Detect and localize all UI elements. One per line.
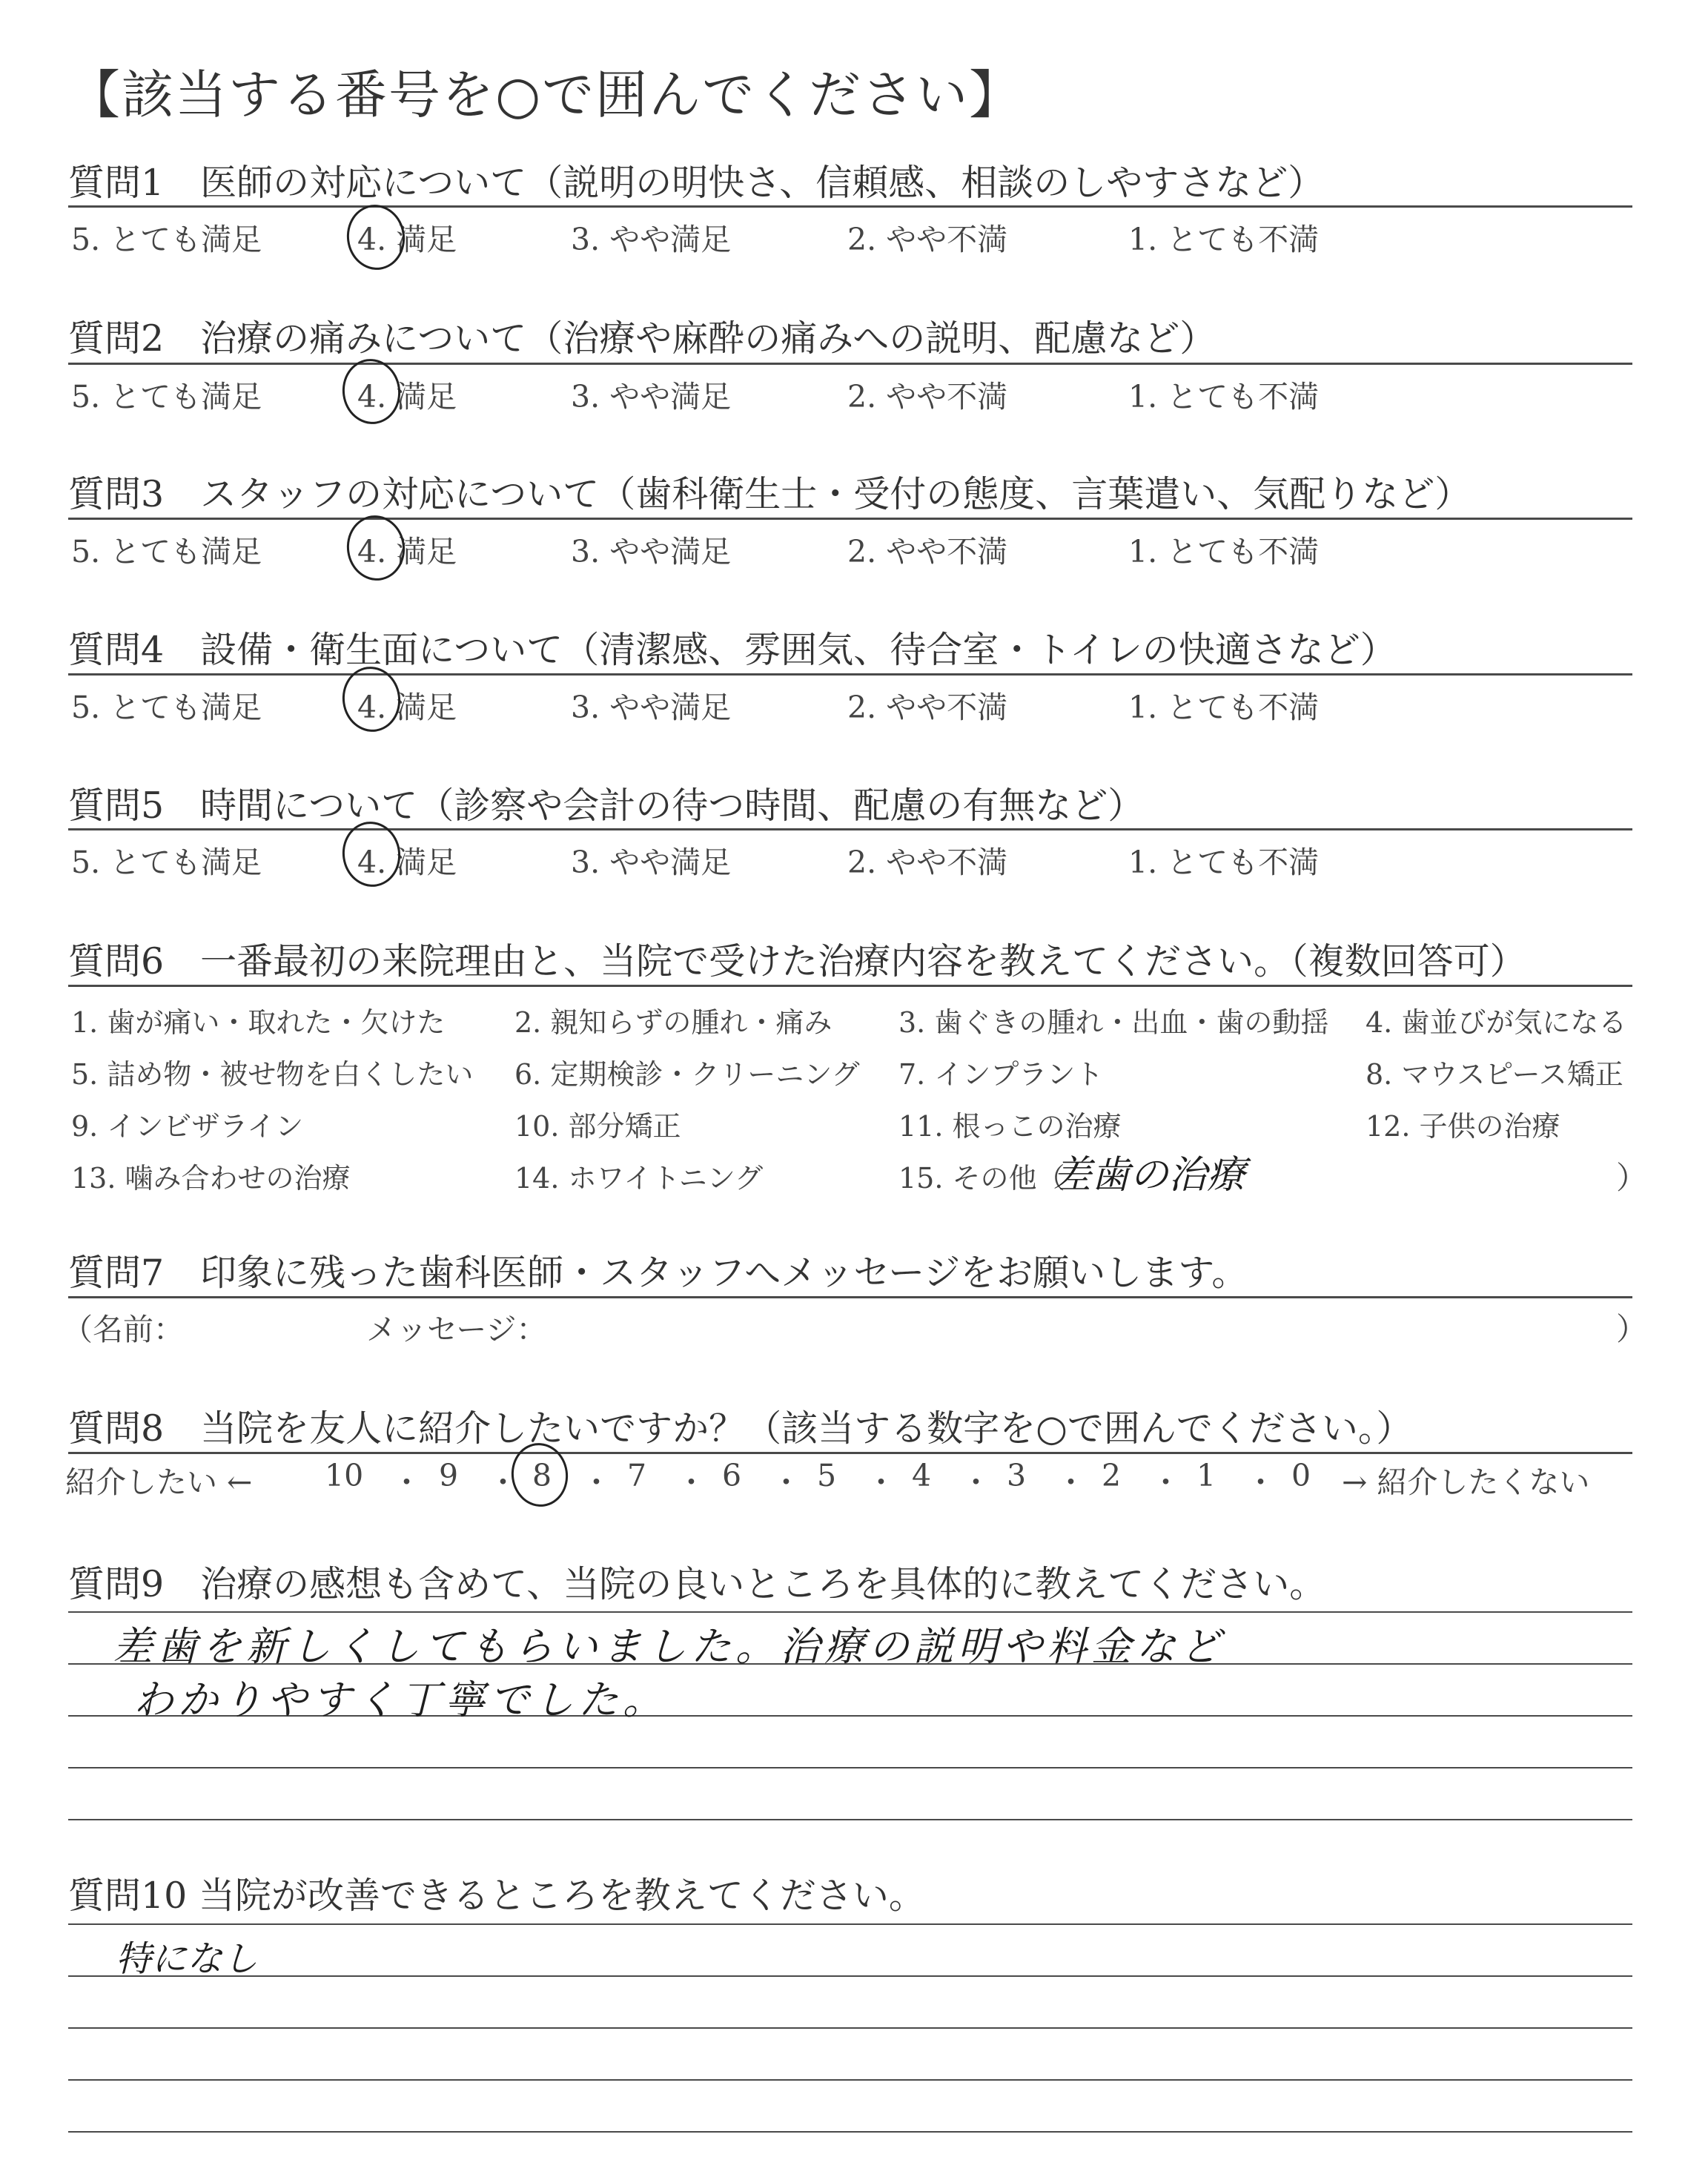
q6-option-10[interactable]: 10. 部分矯正 xyxy=(514,1110,681,1143)
question-8-title: 質問8 当院を友人に紹介したいですか？（該当する数字を○で囲んでください。） xyxy=(68,1407,1413,1450)
rating-option-3[interactable]: 3. やや満足 xyxy=(571,845,732,880)
question-5-title: 質問5 時間について（診察や会計の待つ時間、配慮の有無など） xyxy=(68,785,1145,827)
q6-option-3[interactable]: 3. 歯ぐきの腫れ・出血・歯の動揺 xyxy=(898,1006,1329,1039)
question-3-title: 質問3 スタッフの対応について（歯科衛生士・受付の態度、言葉遣い、気配りなど） xyxy=(68,473,1472,515)
question-9-title: 質問9 治療の感想も含めて、当院の良いところを具体的に教えてください。 xyxy=(68,1563,1326,1605)
q6-option-4[interactable]: 4. 歯並びが気になる xyxy=(1366,1006,1627,1039)
rating-option-4[interactable]: 4. 満足 xyxy=(357,379,457,415)
scale-separator: ・ xyxy=(676,1464,706,1500)
question-7-title: 質問7 印象に残った歯科医師・スタッフへメッセージをお願いします。 xyxy=(68,1252,1248,1294)
rating-option-2[interactable]: 2. やや不満 xyxy=(847,222,1008,257)
question-5-rule xyxy=(68,828,1632,830)
q6-other-handwritten-answer[interactable]: 差歯の治療 xyxy=(1053,1153,1246,1198)
question-3-rule xyxy=(68,518,1632,520)
question-2-title: 質問2 治療の痛みについて（治療や麻酔の痛みへの説明、配慮など） xyxy=(68,317,1217,360)
rating-option-1[interactable]: 1. とても不満 xyxy=(1128,534,1320,569)
rating-option-4[interactable]: 4. 満足 xyxy=(357,690,457,725)
scale-separator: ・ xyxy=(581,1464,612,1500)
scale-value-2[interactable]: 2 xyxy=(1102,1458,1122,1493)
scale-left-label: 紹介したい ← xyxy=(65,1464,253,1500)
answer-line xyxy=(68,2027,1632,2029)
scale-value-0[interactable]: 0 xyxy=(1291,1458,1311,1493)
scale-value-5[interactable]: 5 xyxy=(817,1458,837,1493)
question-1-rating-row xyxy=(0,215,1708,260)
question-4-rule xyxy=(68,673,1632,676)
question-10-title: 質問10 当院が改善できるところを教えてください。 xyxy=(68,1875,925,1917)
q6-option-8[interactable]: 8. マウスピース矯正 xyxy=(1366,1058,1623,1091)
rating-option-3[interactable]: 3. やや満足 xyxy=(571,222,732,257)
rating-option-5[interactable]: 5. とても満足 xyxy=(71,690,262,725)
rating-option-1[interactable]: 1. とても不満 xyxy=(1128,690,1320,725)
q6-option-11[interactable]: 11. 根っこの治療 xyxy=(898,1110,1122,1143)
question-2-rule xyxy=(68,363,1632,365)
q6-other-close-paren: ） xyxy=(1616,1160,1648,1196)
rating-option-3[interactable]: 3. やや満足 xyxy=(571,534,732,569)
answer-line xyxy=(68,1923,1632,1925)
q10-handwritten-answer[interactable]: 特になし xyxy=(116,1938,259,1980)
scale-value-6[interactable]: 6 xyxy=(722,1458,742,1493)
scale-separator: ・ xyxy=(1151,1464,1181,1500)
q6-option-13[interactable]: 13. 噛み合わせの治療 xyxy=(71,1162,351,1195)
scale-value-4[interactable]: 4 xyxy=(912,1458,932,1493)
q6-option-6[interactable]: 6. 定期検診・クリーニング xyxy=(514,1058,860,1091)
rating-option-5[interactable]: 5. とても満足 xyxy=(71,379,262,415)
question-5-rating-row xyxy=(0,838,1708,882)
answer-line xyxy=(68,2079,1632,2081)
question-3-rating-row xyxy=(0,527,1708,572)
answer-line xyxy=(68,1767,1632,1768)
question-1-rule xyxy=(68,205,1632,208)
rating-option-2[interactable]: 2. やや不満 xyxy=(847,534,1008,569)
scale-separator: ・ xyxy=(961,1464,991,1500)
scale-value-7[interactable]: 7 xyxy=(627,1458,647,1493)
q9-handwritten-answer-line-2[interactable]: わかりやすく丁寧でした。 xyxy=(133,1677,667,1723)
question-2-rating-row xyxy=(0,372,1708,417)
answer-line xyxy=(68,2131,1632,2133)
name-field-label[interactable]: （名前： xyxy=(62,1312,184,1347)
q6-option-14[interactable]: 14. ホワイトニング xyxy=(514,1162,764,1195)
scale-separator: ・ xyxy=(488,1464,518,1500)
rating-option-2[interactable]: 2. やや不満 xyxy=(847,690,1008,725)
question-1-title: 質問1 医師の対応について（説明の明快さ、信頼感、相談のしやすさなど） xyxy=(68,162,1325,204)
scale-right-label: → 紹介したくない xyxy=(1342,1464,1590,1500)
q6-option-1[interactable]: 1. 歯が痛い・取れた・欠けた xyxy=(71,1006,446,1039)
selected-answer-circle xyxy=(342,512,408,584)
instruction-header: 【該当する番号を○で囲んでください】 xyxy=(68,65,1023,125)
rating-option-5[interactable]: 5. とても満足 xyxy=(71,845,262,880)
rating-option-2[interactable]: 2. やや不満 xyxy=(847,379,1008,415)
question-7-rule xyxy=(68,1296,1632,1298)
scale-value-1[interactable]: 1 xyxy=(1196,1458,1217,1493)
answer-line xyxy=(68,1611,1632,1613)
scale-value-9[interactable]: 9 xyxy=(439,1458,459,1493)
selected-answer-circle xyxy=(342,201,408,274)
answer-line xyxy=(68,1819,1632,1820)
question-6-rule xyxy=(68,985,1632,987)
rating-option-3[interactable]: 3. やや満足 xyxy=(571,690,732,725)
rating-option-1[interactable]: 1. とても不満 xyxy=(1128,845,1320,880)
rating-option-1[interactable]: 1. とても不満 xyxy=(1128,222,1320,257)
scale-value-10[interactable]: 10 xyxy=(325,1458,364,1493)
scale-value-3[interactable]: 3 xyxy=(1007,1458,1027,1493)
q7-close-paren: ） xyxy=(1616,1311,1648,1347)
rating-option-2[interactable]: 2. やや不満 xyxy=(847,845,1008,880)
q6-option-9[interactable]: 9. インビザライン xyxy=(71,1110,304,1143)
rating-option-5[interactable]: 5. とても満足 xyxy=(71,534,262,569)
q6-option-12[interactable]: 12. 子供の治療 xyxy=(1366,1110,1560,1143)
scale-value-8[interactable]: 8 xyxy=(532,1458,552,1493)
question-4-title: 質問4 設備・衛生面について（清潔感、雰囲気、待合室・トイレの快適さなど） xyxy=(68,629,1397,671)
rating-option-4[interactable]: 4. 満足 xyxy=(357,222,457,257)
rating-option-3[interactable]: 3. やや満足 xyxy=(571,379,732,415)
rating-option-5[interactable]: 5. とても満足 xyxy=(71,222,262,257)
scale-separator: ・ xyxy=(866,1464,896,1500)
scale-separator: ・ xyxy=(1056,1464,1086,1500)
scale-separator: ・ xyxy=(771,1464,801,1500)
recommend-scale xyxy=(0,1458,1708,1502)
scale-separator: ・ xyxy=(391,1464,422,1500)
scale-separator: ・ xyxy=(1245,1464,1276,1500)
answer-line xyxy=(68,1975,1632,1977)
selected-answer-circle xyxy=(338,355,404,428)
question-6-title: 質問6 一番最初の来院理由と、当院で受けた治療内容を教えてください。（複数回答可） xyxy=(68,940,1526,982)
message-field-label[interactable]: メッセージ： xyxy=(366,1312,547,1347)
q9-handwritten-answer-line-1[interactable]: 差歯を新しくしてもらいました。治療の説明や料金など xyxy=(113,1623,1225,1670)
rating-option-4[interactable]: 4. 満足 xyxy=(357,845,457,880)
q6-option-15-other[interactable]: 15. その他（ xyxy=(898,1162,1065,1195)
rating-option-4[interactable]: 4. 満足 xyxy=(357,534,457,569)
q6-option-7[interactable]: 7. インプラント xyxy=(898,1058,1104,1091)
q6-option-2[interactable]: 2. 親知らずの腫れ・痛み xyxy=(514,1006,833,1039)
question-8-rule xyxy=(68,1452,1632,1454)
rating-option-1[interactable]: 1. とても不満 xyxy=(1128,379,1320,415)
q6-option-5[interactable]: 5. 詰め物・被せ物を白くしたい xyxy=(71,1058,474,1091)
question-4-rating-row xyxy=(0,683,1708,727)
